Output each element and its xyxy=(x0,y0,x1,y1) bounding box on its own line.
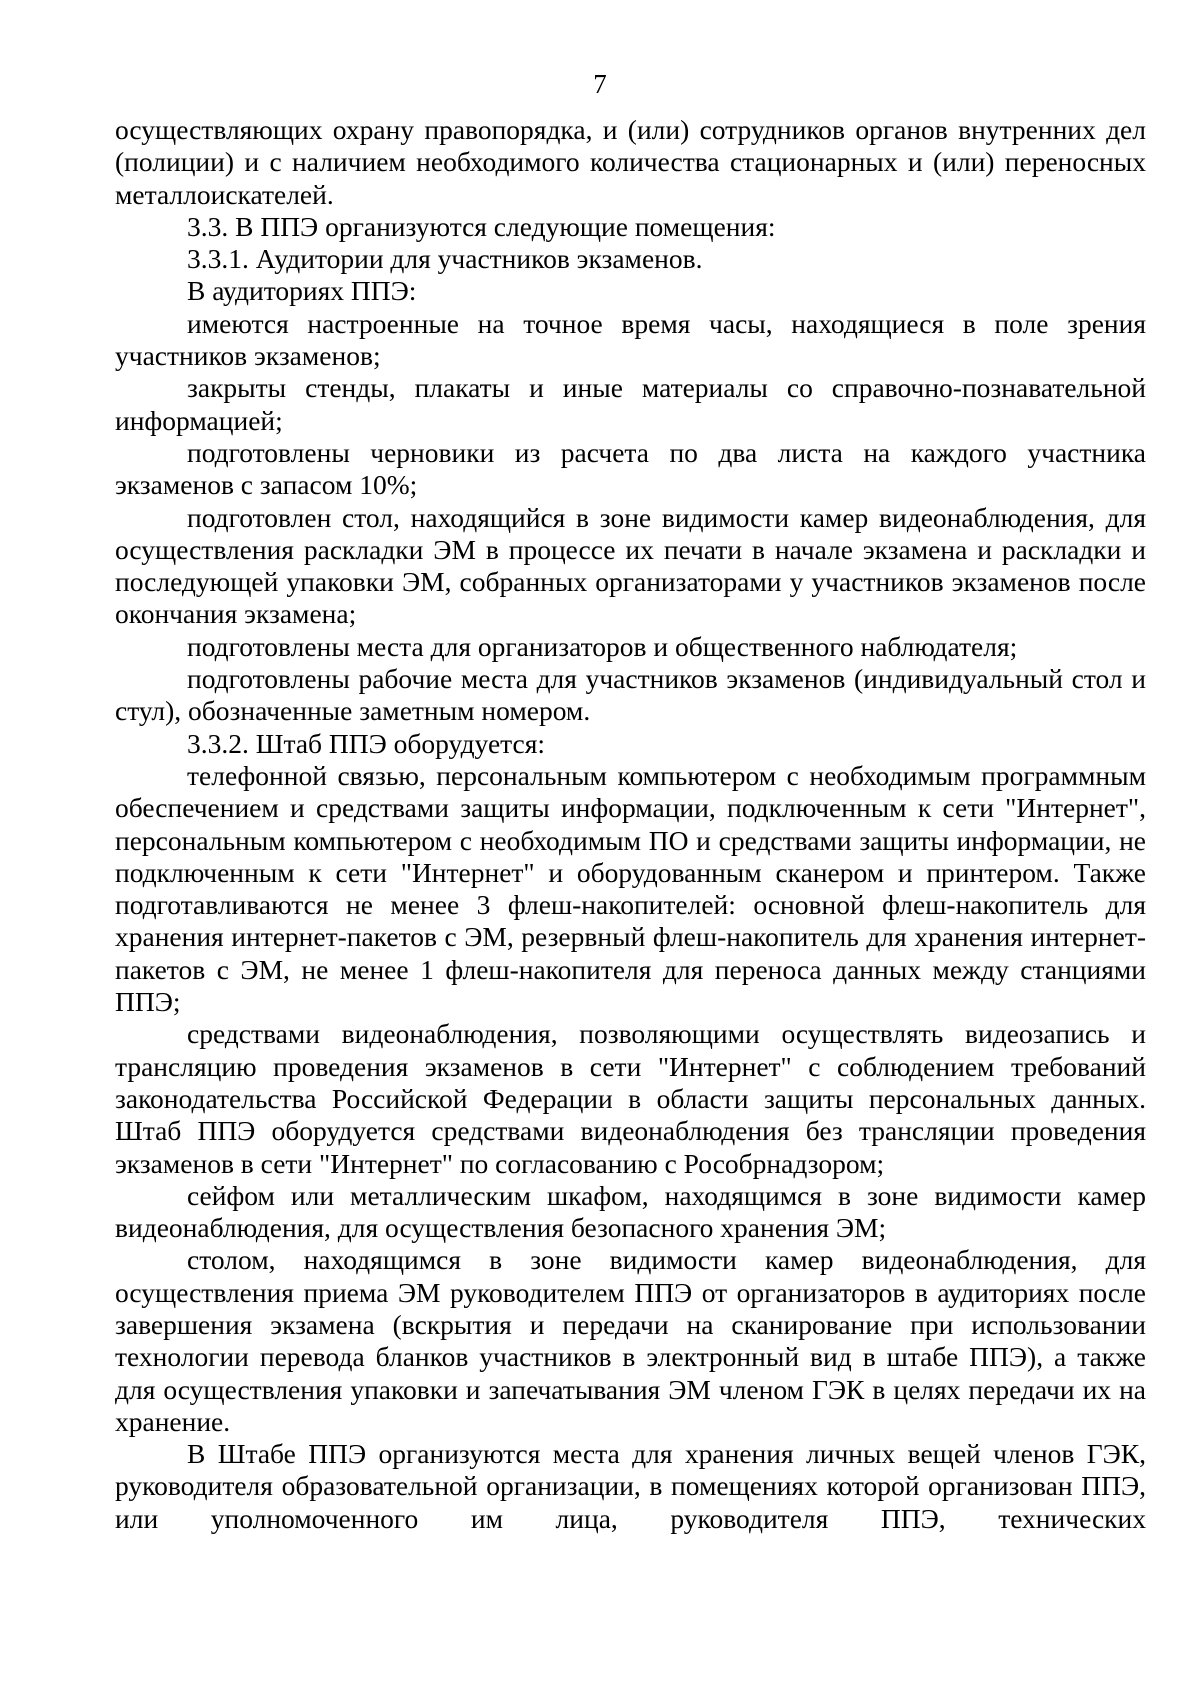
paragraph-continuation: осуществляющих охрану правопорядка, и (или) сотрудников органов внутренних дел (полиции) и с наличием необходимого количества стационарных и (или) переносных металлоискателей. xyxy=(115,114,1146,210)
paragraph-section-3-3-2: 3.3.2. Штаб ППЭ оборудуется: xyxy=(187,727,545,759)
paragraph-phone-computers: телефонной связью, персональным компьютером с необходимым программным обеспечением и средствами защиты информации, подключенным к сети "Интернет", персональным компьютером с необходимым ПО и средствами защиты информации, не подключенным к сети "Интернет" и оборудованным сканером и принтером. Также подготавливаются не менее 3 флеш-накопителей: основной флеш-накопитель для хранения интернет-пакетов с ЭМ, резервный флеш-накопитель для хранения интернет-пакетов с ЭМ, не менее 1 флеш-накопителя для переноса данных между станциями ППЭ; xyxy=(115,759,1146,1018)
paragraph-layout-table: подготовлен стол, находящийся в зоне видимости камер видеонаблюдения, для осуществления раскладки ЭМ в процессе их печати в начале экзамена и раскладки и последующей упаковки ЭМ, собранных организаторами у участников экзаменов после окончания экзамена; xyxy=(115,501,1146,630)
paragraph-video-surveillance: средствами видеонаблюдения, позволяющими осуществлять видеозапись и трансляцию проведения экзаменов в сети "Интернет" с соблюдением требований законодательства Российской Федерации в области защиты персональных данных. Штаб ППЭ оборудуется средствами видеонаблюдения без трансляции проведения экзаменов в сети "Интернет" по согласованию с Рособрнадзором; xyxy=(115,1018,1146,1179)
paragraph-auditoriums-intro: В аудиториях ППЭ: xyxy=(187,275,417,307)
paragraph-stands-closed: закрыты стенды, плакаты и иные материалы со справочно-познавательной информацией; xyxy=(115,372,1146,436)
paragraph-organizer-places: подготовлены места для организаторов и общественного наблюдателя; xyxy=(187,630,1018,662)
paragraph-reception-table: столом, находящимся в зоне видимости камер видеонаблюдения, для осуществления приема ЭМ руководителем ППЭ от организаторов в аудиториях после завершения экзамена (вскрытия и передачи на сканирование при использовании технологии перевода бланков участников в электронный вид в штабе ППЭ), а также для осуществления упаковки и запечатывания ЭМ членом ГЭК в целях передачи их на хранение. xyxy=(115,1244,1146,1437)
paragraph-drafts: подготовлены черновики из расчета по два листа на каждого участника экзаменов с запасом 10%; xyxy=(115,436,1146,501)
paragraph-clocks: имеются настроенные на точное время часы, находящиеся в поле зрения участников экзаменов; xyxy=(115,307,1146,372)
paragraph-safe: сейфом или металлическим шкафом, находящимся в зоне видимости камер видеонаблюдения, для осуществления безопасного хранения ЭМ; xyxy=(115,1179,1146,1244)
document-body xyxy=(115,114,1146,1535)
paragraph-personal-belongings: В Штабе ППЭ организуются места для хранения личных вещей членов ГЭК, руководителя образовательной организации, в помещениях которой организован ППЭ, или уполномоченного им лица, руководителя ППЭ, технических xyxy=(115,1438,1146,1534)
paragraph-section-3-3: 3.3. В ППЭ организуются следующие помещения: xyxy=(187,210,776,242)
paragraph-workplaces: подготовлены рабочие места для участников экзаменов (индивидуальный стол и стул), обозначенные заметным номером. xyxy=(115,663,1146,727)
paragraph-section-3-3-1: 3.3.1. Аудитории для участников экзаменов. xyxy=(187,243,703,275)
page-number: 7 xyxy=(593,69,607,99)
